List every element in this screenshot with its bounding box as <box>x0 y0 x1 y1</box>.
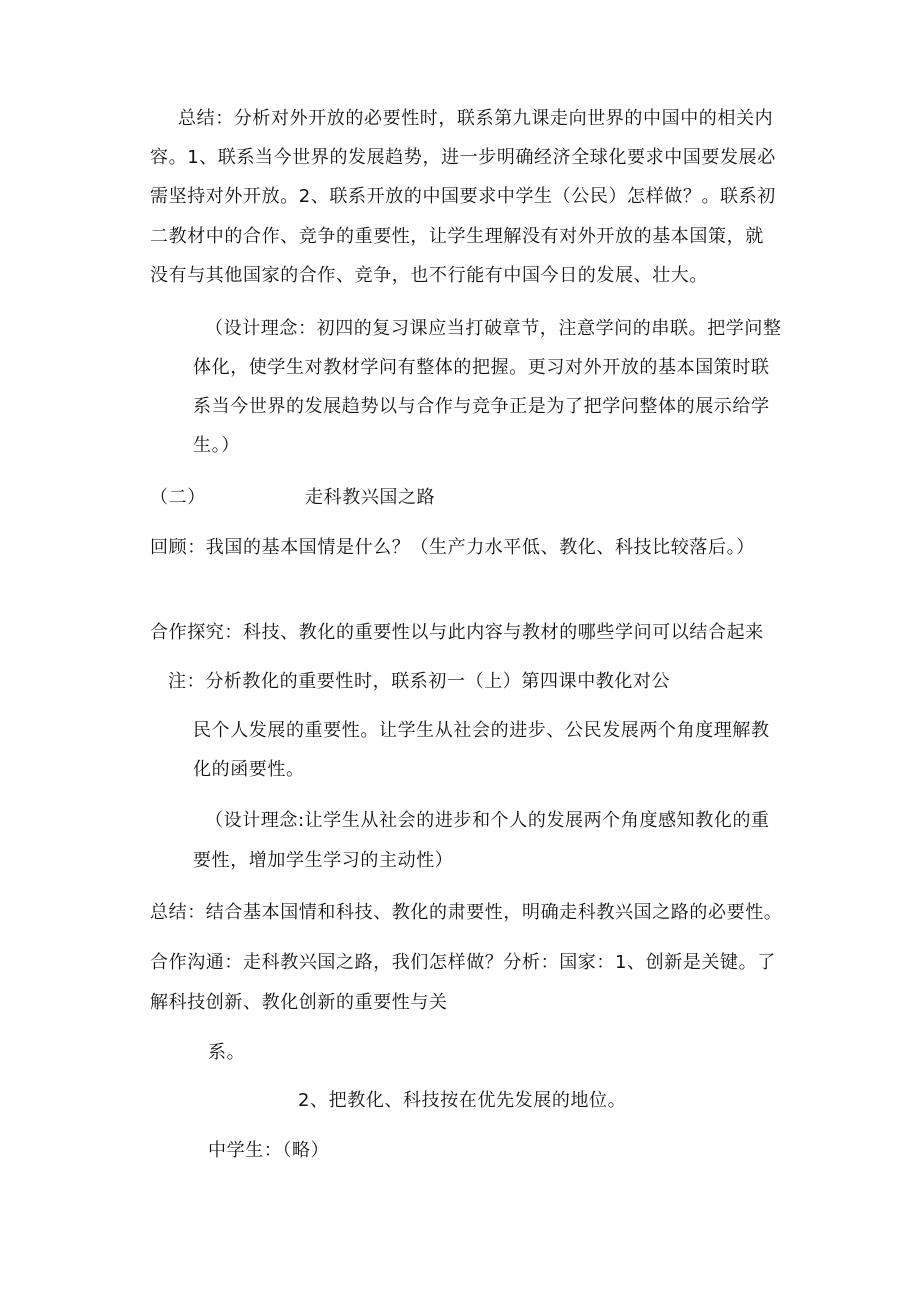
summary2: 总结：结合基本国情和科技、教化的肃要性，明确走科教兴国之路的必要性。 <box>150 902 783 923</box>
design1-line-2: 体化，使学生对教材学问有整体的把握。更习对外开放的基本国策时联 <box>193 357 770 378</box>
cooperate-communicate-line-3: 系。 <box>208 1042 246 1063</box>
design1-line-4: 生。） <box>193 435 240 456</box>
cooperate-explore: 合作探究：科技、教化的重要性以与此内容与教材的哪些学问可以结合起来 <box>150 622 764 643</box>
section-title: 走科教兴国之路 <box>305 487 436 508</box>
review-question: 回顾：我国的基本国情是什么？（生产力水平低、教化、科技比较落后。） <box>150 537 755 558</box>
design1-line-1: （设计理念：初四的复习课应当打破章节，注意学问的串联。把学问整 <box>205 318 782 339</box>
students-line: 中学生：（略） <box>208 1140 330 1161</box>
summary1-line-1: 总结：分析对外开放的必要性时，联系第九课走向世界的中国中的相关内 <box>178 108 774 129</box>
section-number: （二） <box>150 487 206 508</box>
cooperate-communicate-line-2: 解科技创新、教化创新的重要性与关 <box>150 992 448 1013</box>
note-line-3: 化的函要性。 <box>193 759 305 780</box>
cooperate-communicate-line-1: 合作沟通：走科教兴国之路，我们怎样做？分析：国家：1、创新是关键。了 <box>150 952 776 973</box>
summary1-line-5: 没有与其他国家的合作、竞争，也不行能有中国今日的发展、壮大。 <box>150 265 708 286</box>
note-line-2: 民个人发展的重要性。让学生从社会的进步、公民发展两个角度理解教 <box>193 720 770 741</box>
note-line-1: 注：分析教化的重要性时，联系初一（上）第四课中教化对公 <box>168 671 671 692</box>
point-2: 2、把教化、科技按在优先发展的地位。 <box>298 1090 627 1111</box>
summary1-line-3: 需坚持对外开放。2、联系开放的中国要求中学生（公民）怎样做？。联系初 <box>150 186 776 207</box>
design1-line-3: 系当今世界的发展趋势以与合作与竞争正是为了把学问整体的展示给学 <box>193 396 770 417</box>
summary1-line-4: 二教材中的合作、竞争的重要性，让学生理解没有对外开放的基本国策，就 <box>150 226 764 247</box>
design2-line-2: 要性，增加学生学习的主动性） <box>193 850 454 871</box>
summary1-line-2: 容。1、联系当今世界的发展趋势，进一步明确经济全球化要求中国要发展必 <box>150 147 776 168</box>
design2-line-1: （设计理念:让学生从社会的进步和个人的发展两个角度感知教化的重 <box>205 810 770 831</box>
